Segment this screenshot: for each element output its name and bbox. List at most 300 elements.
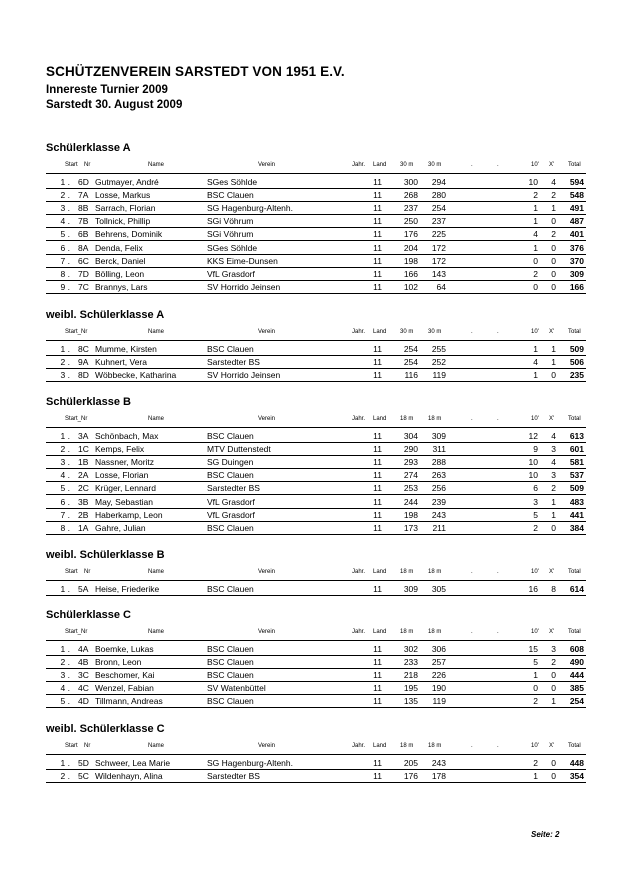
column-header-d2: 18 m bbox=[428, 569, 442, 575]
column-header-c10: 10' bbox=[531, 162, 539, 168]
column-header-name: Name bbox=[148, 329, 165, 335]
column-header-start: Start_Nr bbox=[65, 329, 88, 335]
cell-cls: 11 bbox=[373, 444, 382, 455]
cell-c10: 10 bbox=[528, 470, 538, 481]
column-header-d1: 30 m bbox=[400, 162, 414, 168]
column-header-name: Name bbox=[148, 162, 165, 168]
column-header-dot2: . bbox=[497, 162, 499, 168]
cell-total: 506 bbox=[569, 357, 584, 368]
column-header-d2: 18 m bbox=[428, 629, 442, 635]
cell-c10: 16 bbox=[528, 584, 538, 594]
cell-s2: 254 bbox=[431, 203, 446, 214]
cell-cls: 11 bbox=[373, 584, 382, 594]
cell-name: Denda, Felix bbox=[95, 242, 143, 253]
cell-c10: 0 bbox=[533, 683, 538, 694]
cell-name: Haberkamp, Leon bbox=[95, 509, 163, 520]
cell-nr: 1A bbox=[78, 522, 89, 533]
cell-cls: 11 bbox=[373, 370, 382, 381]
cell-s2: 172 bbox=[431, 255, 446, 266]
cell-total: 166 bbox=[569, 281, 584, 292]
cell-s2: 243 bbox=[431, 758, 446, 768]
cell-c10: 5 bbox=[533, 509, 538, 520]
cell-rank: 3 . bbox=[60, 203, 70, 214]
cell-verein: VfL Grasdorf bbox=[207, 496, 255, 507]
cell-verein: SGes Söhlde bbox=[207, 242, 258, 253]
cell-cx: 0 bbox=[551, 758, 556, 768]
cell-total: 491 bbox=[569, 203, 584, 214]
column-header-name: Name bbox=[148, 416, 165, 422]
cell-rank: 9 . bbox=[60, 281, 70, 292]
cell-verein: SGes Söhlde bbox=[207, 177, 258, 187]
column-header-name: Name bbox=[148, 569, 165, 575]
cell-cls: 11 bbox=[373, 509, 382, 520]
cell-name: Bölling, Leon bbox=[95, 268, 145, 279]
cell-s2: 243 bbox=[431, 509, 446, 520]
cell-c10: 4 bbox=[533, 357, 538, 368]
cell-nr: 8A bbox=[78, 242, 89, 253]
column-header-cx: X' bbox=[549, 329, 555, 335]
cell-s1: 173 bbox=[403, 522, 418, 533]
event-date: Sarstedt 30. August 2009 bbox=[46, 99, 183, 111]
cell-name: Gutmayer, André bbox=[95, 177, 159, 187]
cell-nr: 6B bbox=[78, 229, 89, 240]
cell-cls: 11 bbox=[373, 255, 382, 266]
cell-verein: Sarstedter BS bbox=[207, 357, 260, 368]
column-header-start: Start bbox=[65, 743, 78, 749]
cell-c10: 1 bbox=[533, 370, 538, 381]
column-header-name: Name bbox=[148, 743, 165, 749]
column-header-nr: Nr bbox=[84, 569, 91, 575]
cell-cls: 11 bbox=[373, 644, 382, 654]
cell-nr: 3B bbox=[78, 496, 89, 507]
cell-total: 490 bbox=[569, 657, 584, 668]
cell-s1: 218 bbox=[403, 670, 418, 681]
cell-total: 509 bbox=[569, 344, 584, 354]
cell-name: Kemps, Felix bbox=[95, 444, 145, 455]
cell-rank: 3 . bbox=[60, 370, 70, 381]
cell-s2: 172 bbox=[431, 242, 446, 253]
cell-nr: 4B bbox=[78, 657, 89, 668]
section-title: Schülerklasse C bbox=[46, 609, 131, 621]
cell-cls: 11 bbox=[373, 203, 382, 214]
cell-s2: 211 bbox=[432, 522, 446, 533]
cell-verein: BSC Clauen bbox=[207, 470, 254, 481]
cell-verein: BSC Clauen bbox=[207, 696, 254, 707]
cell-nr: 7C bbox=[78, 281, 89, 292]
column-header-total: Total bbox=[568, 629, 581, 635]
cell-nr: 2C bbox=[78, 483, 89, 494]
column-header-c10: 10' bbox=[531, 329, 539, 335]
cell-rank: 3 . bbox=[60, 457, 70, 468]
row-divider bbox=[46, 782, 586, 783]
column-header-dot2: . bbox=[497, 743, 499, 749]
cell-rank: 3 . bbox=[60, 670, 70, 681]
cell-cx: 0 bbox=[551, 670, 556, 681]
column-header-verein: Verein bbox=[258, 743, 276, 749]
cell-total: 487 bbox=[569, 216, 584, 227]
cell-cls: 11 bbox=[373, 216, 382, 227]
column-header-c10: 10' bbox=[531, 416, 539, 422]
column-header-start: Start_Nr bbox=[65, 629, 88, 635]
cell-total: 601 bbox=[569, 444, 584, 455]
cell-cx: 3 bbox=[551, 444, 556, 455]
column-header-d2: 18 m bbox=[428, 416, 442, 422]
cell-rank: 1 . bbox=[60, 177, 70, 187]
cell-verein: Sarstedter BS bbox=[207, 483, 260, 494]
cell-name: Wenzel, Fabian bbox=[95, 683, 154, 694]
cell-cx: 3 bbox=[551, 644, 556, 654]
club-title: SCHÜTZENVEREIN SARSTEDT VON 1951 E.V. bbox=[46, 64, 345, 79]
column-header-d2: 30 m bbox=[428, 329, 442, 335]
column-header-total: Total bbox=[568, 743, 581, 749]
cell-nr: 7A bbox=[78, 190, 89, 201]
cell-cls: 11 bbox=[373, 344, 382, 354]
column-header-jahr: Jahr. bbox=[352, 743, 366, 749]
cell-nr: 4C bbox=[78, 683, 89, 694]
cell-cx: 4 bbox=[551, 177, 556, 187]
column-header bbox=[0, 629, 620, 639]
column-header-cx: X' bbox=[549, 416, 555, 422]
cell-total: 608 bbox=[569, 644, 584, 654]
cell-total: 401 bbox=[569, 229, 584, 240]
cell-cx: 2 bbox=[551, 190, 556, 201]
cell-s2: 225 bbox=[431, 229, 446, 240]
column-header bbox=[0, 162, 620, 172]
cell-s2: 263 bbox=[431, 470, 446, 481]
cell-name: Heise, Friederike bbox=[95, 584, 160, 594]
cell-s1: 304 bbox=[403, 431, 418, 441]
header-rule bbox=[46, 173, 586, 174]
header-rule bbox=[46, 427, 586, 428]
column-header bbox=[0, 329, 620, 339]
cell-verein: SG Hagenburg-Altenh. bbox=[207, 203, 293, 214]
cell-verein: BSC Clauen bbox=[207, 657, 254, 668]
cell-verein: SG Hagenburg-Altenh. bbox=[207, 758, 293, 768]
cell-cls: 11 bbox=[373, 242, 382, 253]
column-header-dot1: . bbox=[471, 569, 473, 575]
cell-s1: 135 bbox=[403, 696, 418, 707]
section-title: weibl. Schülerklasse A bbox=[46, 309, 165, 321]
column-header-cx: X' bbox=[549, 569, 555, 575]
cell-c10: 12 bbox=[528, 431, 538, 441]
column-header-d1: 18 m bbox=[400, 416, 414, 422]
cell-cx: 1 bbox=[551, 696, 556, 707]
cell-cls: 11 bbox=[373, 357, 382, 368]
cell-nr: 3A bbox=[78, 431, 89, 441]
cell-nr: 7B bbox=[78, 216, 89, 227]
cell-s2: 237 bbox=[431, 216, 446, 227]
cell-verein: SV Horrido Jeinsen bbox=[207, 370, 281, 381]
header-rule bbox=[46, 754, 586, 755]
column-header-d2: 30 m bbox=[428, 162, 442, 168]
cell-rank: 1 . bbox=[60, 431, 70, 441]
cell-total: 441 bbox=[569, 509, 584, 520]
column-header-dot2: . bbox=[497, 629, 499, 635]
cell-name: Bronn, Leon bbox=[95, 657, 142, 668]
column-header-c10: 10' bbox=[531, 629, 539, 635]
cell-verein: Sarstedter BS bbox=[207, 771, 260, 782]
column-header-start: Start bbox=[65, 162, 78, 168]
row-divider bbox=[46, 381, 586, 382]
cell-rank: 1 . bbox=[60, 758, 70, 768]
cell-s1: 300 bbox=[403, 177, 418, 187]
cell-c10: 4 bbox=[533, 229, 538, 240]
cell-name: Behrens, Dominik bbox=[95, 229, 163, 240]
page-number: Seite: 2 bbox=[531, 830, 560, 839]
cell-rank: 4 . bbox=[60, 470, 70, 481]
cell-nr: 8D bbox=[78, 370, 89, 381]
cell-nr: 4A bbox=[78, 644, 89, 654]
cell-s1: 309 bbox=[403, 584, 418, 594]
cell-total: 385 bbox=[569, 683, 584, 694]
cell-name: May, Sebastian bbox=[95, 496, 153, 507]
cell-verein: VfL Grasdorf bbox=[207, 268, 255, 279]
cell-nr: 7D bbox=[78, 268, 89, 279]
cell-s2: 280 bbox=[431, 190, 446, 201]
cell-c10: 1 bbox=[533, 242, 538, 253]
column-header-verein: Verein bbox=[258, 569, 276, 575]
cell-c10: 2 bbox=[533, 522, 538, 533]
cell-cls: 11 bbox=[373, 657, 382, 668]
cell-cls: 11 bbox=[373, 268, 382, 279]
header-rule bbox=[46, 340, 586, 341]
cell-cls: 11 bbox=[373, 281, 382, 292]
column-header-jahr: Jahr. bbox=[352, 416, 366, 422]
column-header-dot1: . bbox=[471, 162, 473, 168]
cell-total: 370 bbox=[569, 255, 584, 266]
cell-cls: 11 bbox=[373, 522, 382, 533]
row-divider bbox=[46, 707, 586, 708]
cell-verein: BSC Clauen bbox=[207, 644, 254, 654]
column-header-start: Start_Nr bbox=[65, 416, 88, 422]
column-header-cx: X' bbox=[549, 743, 555, 749]
cell-cls: 11 bbox=[373, 670, 382, 681]
column-header-c10: 10' bbox=[531, 569, 539, 575]
column-header-dot2: . bbox=[497, 569, 499, 575]
cell-total: 537 bbox=[569, 470, 584, 481]
header-rule bbox=[46, 640, 586, 641]
cell-cls: 11 bbox=[373, 496, 382, 507]
cell-nr: 2B bbox=[78, 509, 89, 520]
cell-total: 384 bbox=[569, 522, 584, 533]
cell-c10: 10 bbox=[528, 457, 538, 468]
cell-nr: 6D bbox=[78, 177, 89, 187]
cell-name: Losse, Markus bbox=[95, 190, 151, 201]
column-header-nr: Nr bbox=[84, 162, 91, 168]
cell-cls: 11 bbox=[373, 470, 382, 481]
cell-nr: 5D bbox=[78, 758, 89, 768]
cell-rank: 6 . bbox=[60, 242, 70, 253]
row-divider bbox=[46, 534, 586, 535]
row-divider bbox=[46, 293, 586, 294]
cell-name: Krüger, Lennard bbox=[95, 483, 156, 494]
cell-rank: 2 . bbox=[60, 357, 70, 368]
cell-cls: 11 bbox=[373, 431, 382, 441]
cell-verein: MTV Duttenstedt bbox=[207, 444, 271, 455]
cell-c10: 2 bbox=[533, 190, 538, 201]
column-header-c10: 10' bbox=[531, 743, 539, 749]
cell-rank: 7 . bbox=[60, 509, 70, 520]
cell-cls: 11 bbox=[373, 771, 382, 782]
cell-s2: 226 bbox=[431, 670, 446, 681]
cell-c10: 6 bbox=[533, 483, 538, 494]
cell-verein: BSC Clauen bbox=[207, 522, 254, 533]
cell-s2: 178 bbox=[431, 771, 446, 782]
column-header-jahr: Jahr. bbox=[352, 162, 366, 168]
cell-name: Sarrach, Florian bbox=[95, 203, 156, 214]
section-title: weibl. Schülerklasse C bbox=[46, 723, 165, 735]
cell-name: Beschomer, Kai bbox=[95, 670, 155, 681]
column-header-total: Total bbox=[568, 416, 581, 422]
cell-total: 309 bbox=[569, 268, 584, 279]
column-header-d1: 18 m bbox=[400, 743, 414, 749]
cell-nr: 5A bbox=[78, 584, 89, 594]
cell-cx: 0 bbox=[551, 370, 556, 381]
column-header bbox=[0, 569, 620, 579]
cell-s1: 198 bbox=[403, 509, 418, 520]
cell-cx: 1 bbox=[551, 509, 556, 520]
column-header-dot1: . bbox=[471, 629, 473, 635]
column-header-d2: 18 m bbox=[428, 743, 442, 749]
cell-cx: 2 bbox=[551, 483, 556, 494]
cell-c10: 2 bbox=[533, 758, 538, 768]
column-header-d1: 18 m bbox=[400, 569, 414, 575]
cell-name: Wöbbecke, Katharina bbox=[95, 370, 177, 381]
column-header-dot2: . bbox=[497, 416, 499, 422]
cell-rank: 6 . bbox=[60, 496, 70, 507]
cell-rank: 8 . bbox=[60, 522, 70, 533]
column-header-d1: 30 m bbox=[400, 329, 414, 335]
cell-cx: 1 bbox=[551, 496, 556, 507]
cell-cls: 11 bbox=[373, 177, 382, 187]
cell-cx: 0 bbox=[551, 771, 556, 782]
cell-nr: 2A bbox=[78, 470, 89, 481]
cell-name: Tollnick, Phillip bbox=[95, 216, 151, 227]
cell-s1: 268 bbox=[403, 190, 418, 201]
cell-verein: SV Watenbüttel bbox=[207, 683, 266, 694]
cell-rank: 4 . bbox=[60, 683, 70, 694]
section-title: Schülerklasse B bbox=[46, 396, 131, 408]
cell-s2: 309 bbox=[431, 431, 446, 441]
cell-cls: 11 bbox=[373, 457, 382, 468]
cell-total: 376 bbox=[569, 242, 584, 253]
cell-verein: VfL Grasdorf bbox=[207, 509, 255, 520]
column-header-name: Name bbox=[148, 629, 165, 635]
cell-cx: 0 bbox=[551, 268, 556, 279]
cell-verein: SGi Vöhrum bbox=[207, 216, 254, 227]
column-header-jahr: Jahr. bbox=[352, 569, 366, 575]
cell-c10: 0 bbox=[533, 281, 538, 292]
column-header-dot1: . bbox=[471, 743, 473, 749]
cell-verein: BSC Clauen bbox=[207, 190, 254, 201]
cell-total: 613 bbox=[569, 431, 584, 441]
cell-name: Wildenhayn, Alina bbox=[95, 771, 163, 782]
cell-total: 581 bbox=[569, 457, 584, 468]
cell-c10: 1 bbox=[533, 203, 538, 214]
cell-verein: BSC Clauen bbox=[207, 344, 254, 354]
cell-s1: 253 bbox=[403, 483, 418, 494]
cell-s2: 255 bbox=[431, 344, 446, 354]
column-header-total: Total bbox=[568, 569, 581, 575]
cell-s1: 293 bbox=[403, 457, 418, 468]
cell-rank: 7 . bbox=[60, 255, 70, 266]
cell-s2: 257 bbox=[431, 657, 446, 668]
column-header-jahr: Jahr. bbox=[352, 329, 366, 335]
cell-rank: 1 . bbox=[60, 584, 70, 594]
cell-c10: 1 bbox=[533, 670, 538, 681]
cell-rank: 2 . bbox=[60, 771, 70, 782]
column-header-verein: Verein bbox=[258, 416, 276, 422]
cell-total: 509 bbox=[569, 483, 584, 494]
cell-c10: 5 bbox=[533, 657, 538, 668]
cell-cx: 4 bbox=[551, 431, 556, 441]
cell-nr: 8B bbox=[78, 203, 89, 214]
column-header-dot2: . bbox=[497, 329, 499, 335]
column-header-dot1: . bbox=[471, 416, 473, 422]
column-header-land: Land bbox=[373, 162, 387, 168]
cell-verein: SG Duingen bbox=[207, 457, 254, 468]
cell-cx: 1 bbox=[551, 344, 556, 354]
cell-total: 354 bbox=[569, 771, 584, 782]
header-rule bbox=[46, 580, 586, 581]
cell-c10: 2 bbox=[533, 696, 538, 707]
cell-s2: 119 bbox=[432, 696, 446, 707]
cell-cx: 8 bbox=[551, 584, 556, 594]
cell-total: 444 bbox=[569, 670, 584, 681]
cell-c10: 1 bbox=[533, 216, 538, 227]
column-header-land: Land bbox=[373, 743, 387, 749]
cell-s1: 244 bbox=[403, 496, 418, 507]
cell-cls: 11 bbox=[373, 683, 382, 694]
column-header-start: Start bbox=[65, 569, 78, 575]
cell-cx: 0 bbox=[551, 522, 556, 533]
cell-s1: 166 bbox=[403, 268, 418, 279]
cell-c10: 15 bbox=[528, 644, 538, 654]
row-divider bbox=[46, 595, 586, 596]
cell-s1: 233 bbox=[403, 657, 418, 668]
cell-verein: KKS Eime-Dunsen bbox=[207, 255, 278, 266]
cell-s2: 256 bbox=[431, 483, 446, 494]
cell-cls: 11 bbox=[373, 483, 382, 494]
cell-s1: 302 bbox=[403, 644, 418, 654]
cell-name: Losse, Florian bbox=[95, 470, 149, 481]
cell-name: Boemke, Lukas bbox=[95, 644, 154, 654]
cell-cx: 0 bbox=[551, 216, 556, 227]
cell-total: 614 bbox=[569, 584, 584, 594]
cell-name: Gahre, Julian bbox=[95, 522, 146, 533]
cell-s2: 294 bbox=[431, 177, 446, 187]
cell-s2: 143 bbox=[431, 268, 446, 279]
cell-s1: 274 bbox=[403, 470, 418, 481]
cell-s2: 311 bbox=[432, 444, 446, 455]
cell-c10: 3 bbox=[533, 496, 538, 507]
cell-cx: 1 bbox=[551, 203, 556, 214]
cell-rank: 2 . bbox=[60, 657, 70, 668]
column-header-total: Total bbox=[568, 162, 581, 168]
cell-rank: 2 . bbox=[60, 444, 70, 455]
cell-nr: 4D bbox=[78, 696, 89, 707]
cell-total: 548 bbox=[569, 190, 584, 201]
column-header-nr: Nr bbox=[84, 743, 91, 749]
cell-nr: 3C bbox=[78, 670, 89, 681]
cell-nr: 1B bbox=[78, 457, 89, 468]
cell-cls: 11 bbox=[373, 758, 382, 768]
cell-s2: 252 bbox=[431, 357, 446, 368]
column-header-total: Total bbox=[568, 329, 581, 335]
cell-name: Nassner, Moritz bbox=[95, 457, 155, 468]
cell-cx: 1 bbox=[551, 357, 556, 368]
cell-s1: 205 bbox=[403, 758, 418, 768]
